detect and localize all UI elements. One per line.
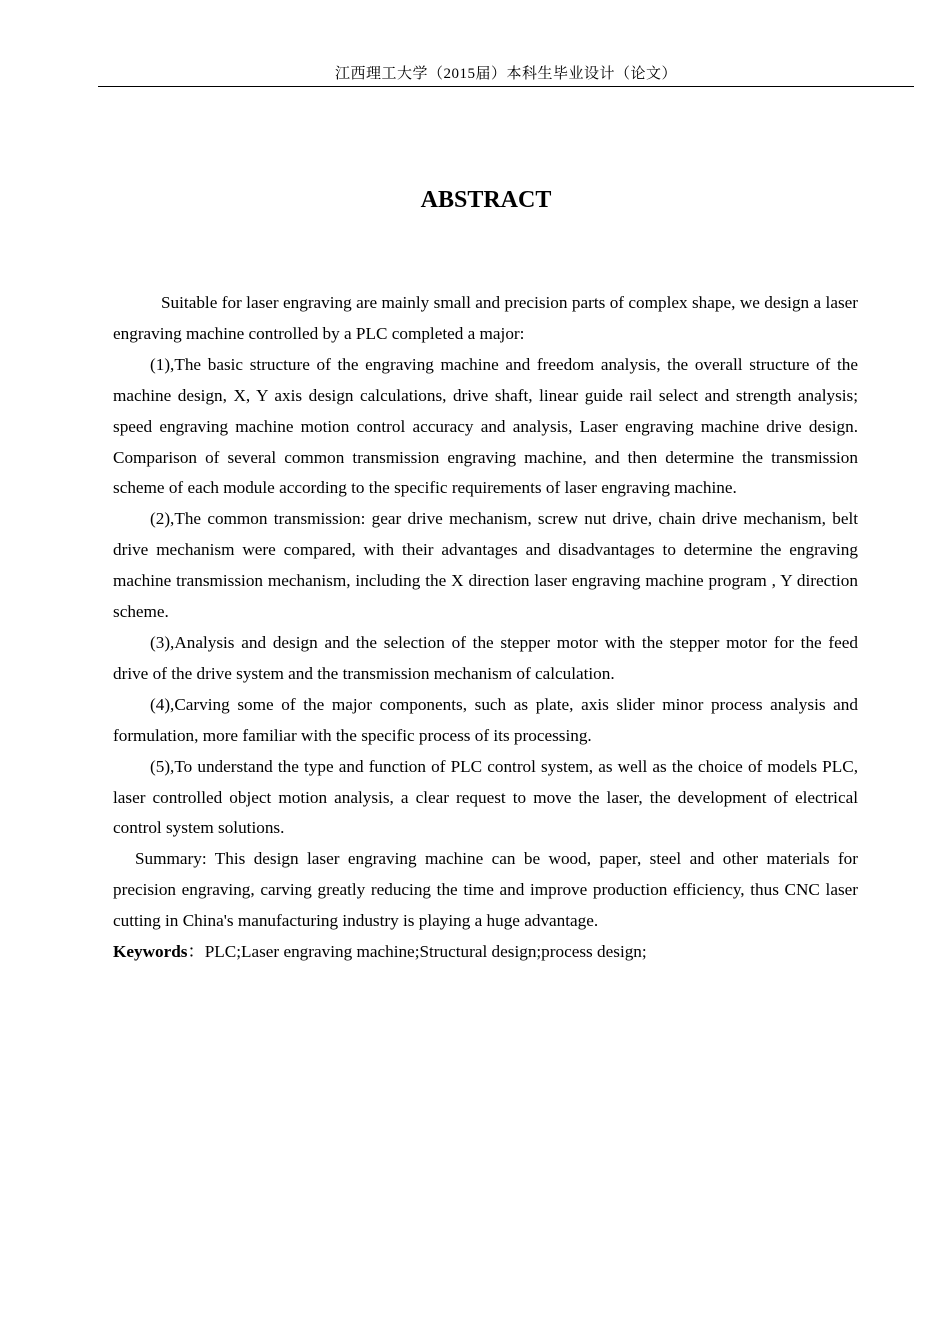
running-header [98, 62, 914, 87]
keywords-label: Keywords [113, 942, 188, 962]
abstract-item-3: (3),Analysis and design and the selection of the stepper motor with the stepper motor for the feed drive of the drive system and the transmission mechanism of calculation. [113, 632, 858, 683]
keywords-text: PLC;Laser engraving machine;Structural design;process design; [204, 942, 647, 962]
abstract-item-1: (1),The basic structure of the engraving machine and freedom analysis, the overall structure of the machine design, X, Y axis design calculations, drive shaft, linear guide rail select and strength analysis; speed engraving machine motion control accuracy and analysis, Laser engraving machine drive design. Comparison of several common transmission engraving machine, and then determine the transmission scheme of each module according to the specific requirements of laser engraving machine. [113, 354, 858, 498]
abstract-item-5: (5),To understand the type and function of PLC control system, as well as the choice of models PLC, laser controlled object motion analysis, a clear request to move the laser, the development of electrical control system solutions. [113, 756, 858, 838]
abstract-intro-paragraph: Suitable for laser engraving are mainly small and precision parts of complex shape, we design a laser engraving machine controlled by a PLC completed a major: [113, 293, 858, 343]
abstract-item-4: (4),Carving some of the major components, such as plate, axis slider minor process analysis and formulation, more familiar with the specific process of its processing. [113, 694, 858, 745]
abstract-body [113, 288, 858, 968]
keywords-separator: ： [187, 942, 205, 962]
abstract-summary-paragraph: Summary: This design laser engraving machine can be wood, paper, steel and other materials for precision engraving, carving greatly reducing the time and improve production efficiency, thus CNC laser cutting in China's manufacturing industry is playing a huge advantage. [113, 849, 858, 931]
keywords-line [113, 937, 858, 968]
running-header-text: 江西理工大学（2015届）本科生毕业设计（论文） [334, 66, 677, 82]
abstract-title: ABSTRACT [420, 187, 552, 213]
abstract-item-2: (2),The common transmission: gear drive mechanism, screw nut drive, chain drive mechanism, belt drive mechanism were compared, with their advantages and disadvantages to determine the engraving machine transmission mechanism, including the X direction laser engraving machine program , Y direction scheme. [113, 509, 858, 622]
